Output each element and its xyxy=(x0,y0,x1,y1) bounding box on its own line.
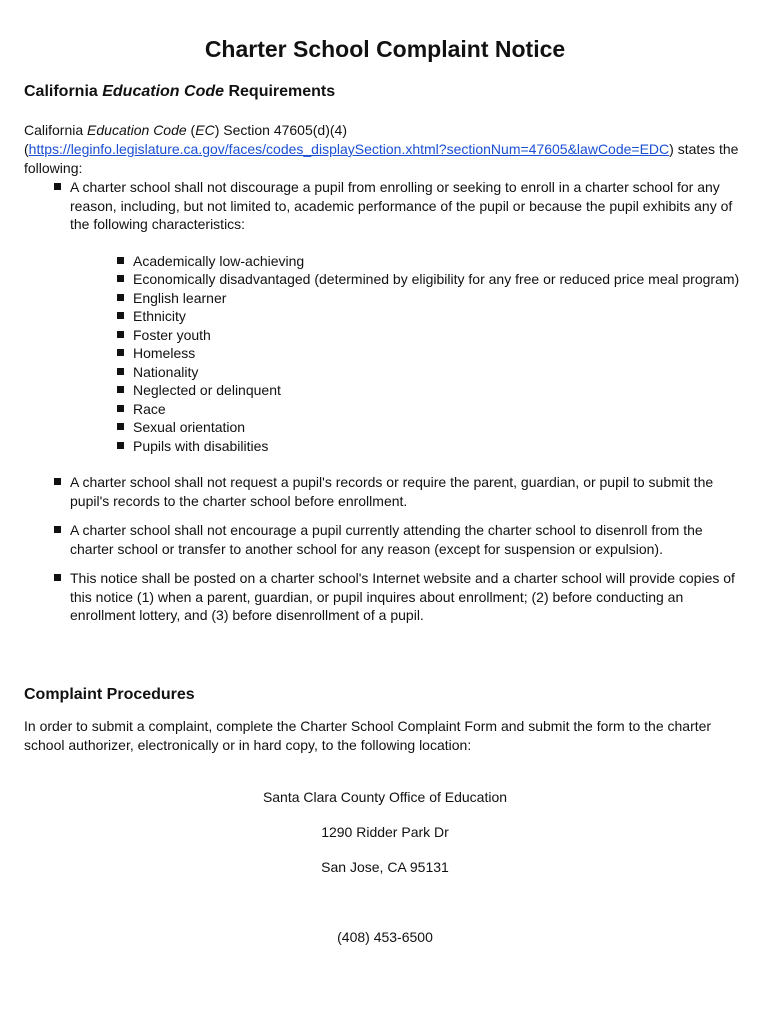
square-bullet-icon xyxy=(54,526,61,533)
section-heading-complaint-procedures: Complaint Procedures xyxy=(24,686,195,703)
list-item: Neglected or delinquent xyxy=(115,381,746,400)
list-item: Homeless xyxy=(115,344,746,363)
square-bullet-icon xyxy=(54,183,61,190)
page-title: Charter School Complaint Notice xyxy=(204,36,566,62)
square-bullet-icon xyxy=(117,386,124,393)
procedures-paragraph: In order to submit a complaint, complete the Charter School Complaint Form and submit the form to the charter school authorizer, electronically or in hard copy, to the following location: xyxy=(24,718,712,753)
list-item: Nationality xyxy=(115,363,746,382)
square-bullet-icon xyxy=(54,574,61,581)
list-item: Race xyxy=(115,400,746,419)
square-bullet-icon xyxy=(117,349,124,356)
square-bullet-icon xyxy=(54,478,61,485)
list-item: Economically disadvantaged (determined by eligibility for any free or reduced price meal program) xyxy=(115,270,746,289)
intro-paragraph: California Education Code (EC) Section 47605(d)(4) (https://leginfo.legislature.ca.gov/faces/codes_displaySection.xhtml?sectionNum=47605&lawCode=EDC) states the following: xyxy=(24,122,739,176)
list-item: A charter school shall not discourage a pupil from enrolling or seeking to enroll in a charter school for any reason, including, but not limited to, academic performance of the pupil or because the pupil exhibits any of the following characteristics: Academically low-achieving Economically disadvantaged (determined by eligibility for any free or reduced price meal program) English learner Ethnicity Foster youth Homeless Nationality Neglected or delinquent Race Sexual orientation Pupils with disabilities xyxy=(52,178,746,455)
address-city: San Jose, CA 95131 xyxy=(321,859,449,875)
list-item: Pupils with disabilities xyxy=(115,437,746,456)
square-bullet-icon xyxy=(117,331,124,338)
list-item: A charter school shall not encourage a pupil currently attending the charter school to disenroll from the charter school or transfer to another school for any reason (except for suspension or expulsion). xyxy=(52,521,746,558)
list-item: Foster youth xyxy=(115,326,746,345)
characteristics-list xyxy=(115,252,746,456)
requirements-list xyxy=(52,178,746,625)
square-bullet-icon xyxy=(117,368,124,375)
square-bullet-icon xyxy=(117,312,124,319)
square-bullet-icon xyxy=(117,294,124,301)
address-org: Santa Clara County Office of Education xyxy=(262,789,508,805)
square-bullet-icon xyxy=(117,257,124,264)
list-item: English learner xyxy=(115,289,746,308)
list-item: Sexual orientation xyxy=(115,418,746,437)
list-item: Ethnicity xyxy=(115,307,746,326)
square-bullet-icon xyxy=(117,405,124,412)
section-heading-requirements: California Education Code Requirements xyxy=(24,83,336,100)
leginfo-link[interactable]: https://leginfo.legislature.ca.gov/faces/codes_displaySection.xhtml?sectionNum=47605&lawCode=EDC xyxy=(28,141,670,157)
address-phone: (408) 453-6500 xyxy=(337,929,433,945)
square-bullet-icon xyxy=(117,423,124,430)
square-bullet-icon xyxy=(117,442,124,449)
list-item: This notice shall be posted on a charter school's Internet website and a charter school will provide copies of this notice (1) when a parent, guardian, or pupil inquires about enrollment; (2) before conducting an enrollment lottery, and (3) before disenrollment of a pupil. xyxy=(52,569,746,625)
list-item: Academically low-achieving xyxy=(115,252,746,271)
address-street: 1290 Ridder Park Dr xyxy=(321,824,449,840)
square-bullet-icon xyxy=(117,275,124,282)
list-item: A charter school shall not request a pupil's records or require the parent, guardian, or pupil to submit the pupil's records to the charter school before enrollment. xyxy=(52,473,746,510)
